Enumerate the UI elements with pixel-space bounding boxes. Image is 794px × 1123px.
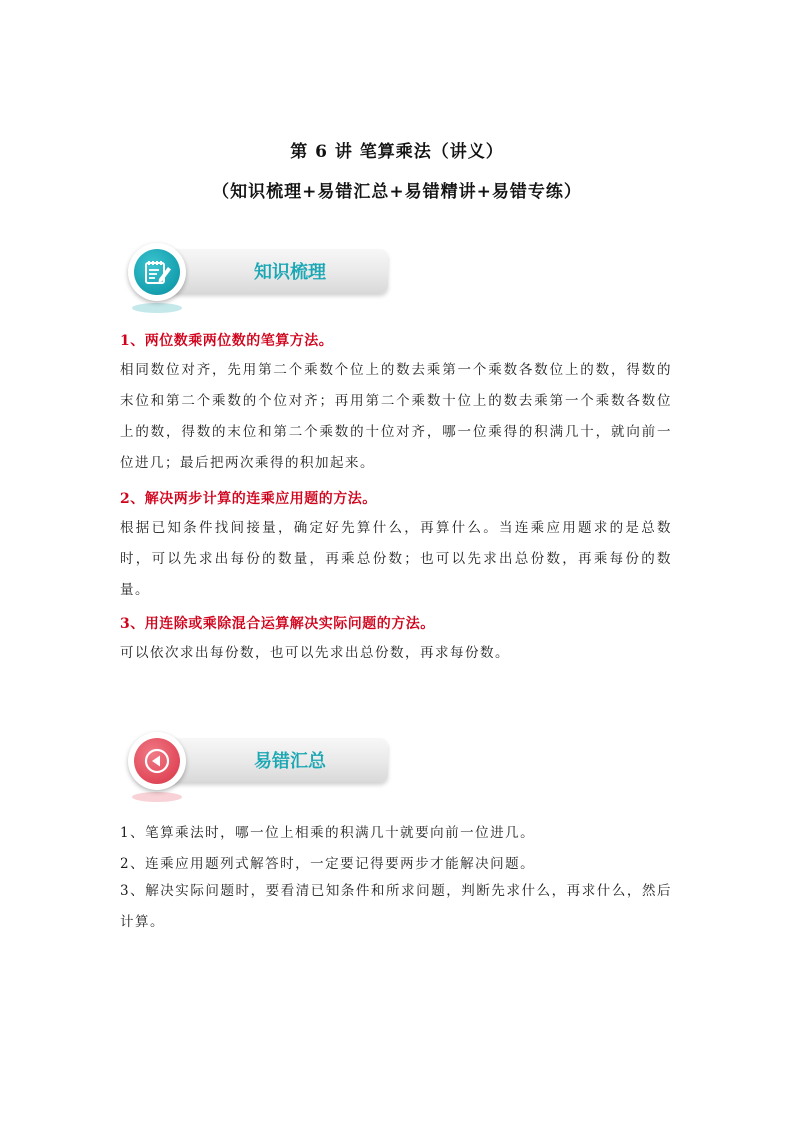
document-title: 第 6 讲 笔算乘法（讲义）: [290, 142, 504, 162]
knowledge-heading-3: 3、用连除或乘除混合运算解决实际问题的方法。: [120, 616, 435, 632]
badge-ring: [128, 732, 186, 790]
knowledge-heading-1: 1、两位数乘两位数的笔算方法。: [120, 333, 334, 349]
notepad-pencil-icon: [134, 249, 180, 295]
document-subtitle: （知识梳理+易错汇总+易错精讲+易错专练）: [212, 182, 582, 202]
play-back-icon: [134, 738, 180, 784]
badge-reflection: [132, 303, 182, 313]
section-banner-errors: [120, 736, 390, 798]
error-item-1: 1、笔算乘法时，哪一位上相乘的积满几十就要向前一位进几。: [120, 825, 536, 841]
banner-label-errors: 易错汇总: [254, 751, 326, 772]
badge-reflection: [132, 792, 182, 802]
knowledge-heading-2: 2、解决两步计算的连乘应用题的方法。: [120, 491, 377, 507]
knowledge-body-3: 可以依次求出每份数，也可以先求出总份数，再求每份数。: [120, 645, 510, 661]
error-item-3: 3、解决实际问题时，要看清已知条件和所求问题，判断先求什么，再求什么，然后计算。: [120, 883, 672, 930]
knowledge-body-2: 根据已知条件找间接量，确定好先算什么，再算什么。当连乘应用题求的是总数时，可以先求出每份的数量，再乘总份数；也可以先求出总份数，再乘每份的数量。: [120, 520, 672, 598]
badge-red: [134, 738, 180, 784]
knowledge-body-1: 相同数位对齐，先用第二个乘数个位上的数去乘第一个乘数各数位上的数，得数的末位和第二个乘数的个位对齐；再用第二个乘数十位上的数去乘第一个乘数各数位上的数，得数的末位和第二个乘数的十位对齐，哪一位乘得的积满几十，就向前一位进几；最后把两次乘得的积加起来。: [120, 362, 672, 471]
badge-teal: [134, 249, 180, 295]
banner-label-knowledge: 知识梳理: [254, 262, 326, 283]
badge-ring: [128, 243, 186, 301]
error-item-2: 2、连乘应用题列式解答时，一定要记得要两步才能解决问题。: [120, 856, 536, 872]
section-banner-knowledge: [120, 247, 390, 309]
